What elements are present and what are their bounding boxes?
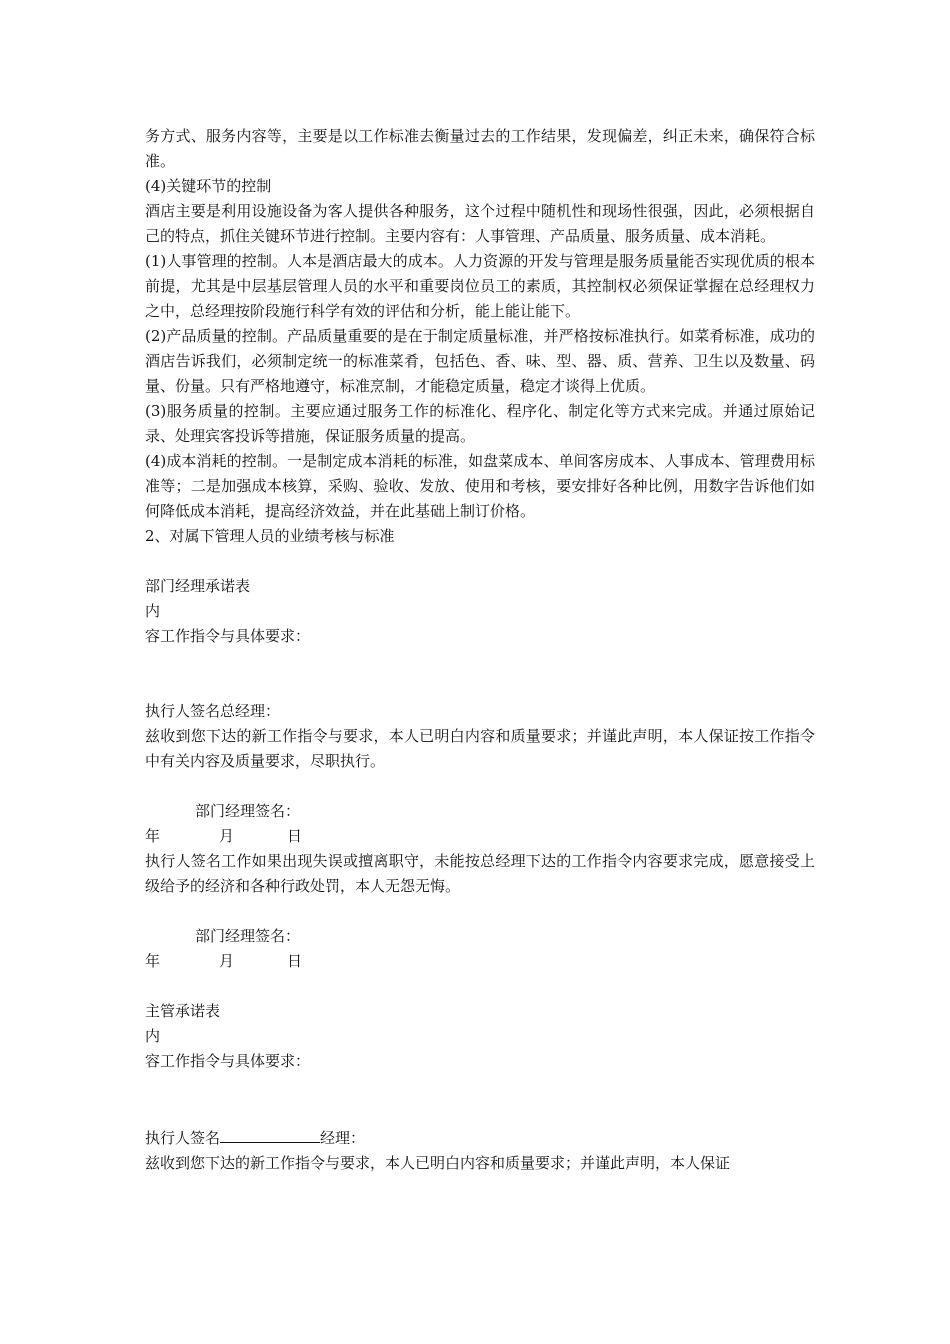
pledge-statement: 执行人签名工作如果出现失误或擅离职守，未能按总经理下达的工作指令内容要求完成，愿意接受上级给予的经济和各种行政处罚，本人无怨无悔。 [145,852,815,895]
executor-signature-suffix: 经理： [320,1129,366,1147]
manager-pledge-form [145,574,815,974]
executor-signature-line: 执行人签名总经理： [145,702,281,720]
date-year: 年 [145,952,161,970]
spacer [145,774,815,799]
paragraph-personnel-control: (1)人事管理的控制。人本是酒店最大的成本。人力资源的开发与管理是服务质量能否实现优质的根本前提，尤其是中层基层管理人员的水平和重要岗位员工的素质，其控制权必须保证掌握在总经理权力之中，总经理按阶段施行科学有效的评估和分析，能上能让能下。 [145,252,815,320]
heading-performance: 2、对属下管理人员的业绩考核与标准 [145,527,395,545]
date-month: 月 [219,952,235,970]
document-page [145,124,815,1176]
form-content-label-1: 内 [145,1027,161,1045]
spacer [145,974,815,999]
paragraph-standards: 务方式、服务内容等，主要是以工作标准去衡量过去的工作结果，发现偏差，纠正未来，确保符合标准。 [145,127,815,170]
paragraph-product-quality: (2)产品质量的控制。产品质量重要的是在于制定质量标准，并严格按标准执行。如菜肴标准，成功的酒店告诉我们，必须制定统一的标准菜肴，包括色、香、味、型、器、质、营养、卫生以及数量、码量、份量。只有严格地遵守，标准烹制，才能稳定质量，稳定才谈得上优质。 [145,327,815,395]
date-line-1 [145,824,815,849]
manager-signature-2: 部门经理签名： [195,927,301,945]
paragraph-service-quality: (3)服务质量的控制。主要应通过服务工作的标准化、程序化、制定化等方式来完成。并通过原始记录、处理宾客投诉等措施，保证服务质量的提高。 [145,402,815,445]
paragraph-key-control: 酒店主要是利用设施设备为客人提供各种服务，这个过程中随机性和现场性很强，因此，必须根据自己的特点，抓住关键环节进行控制。主要内容有：人事管理、产品质量、服务质量、成本消耗。 [145,202,815,245]
paragraph-cost-control: (4)成本消耗的控制。一是制定成本消耗的标准，如盘菜成本、单间客房成本、人事成本、管理费用标准等；二是加强成本核算，采购、验收、发放、使用和考核，要安排好各种比例，用数字告诉他们如何降低成本消耗，提高经济效益，并在此基础上制订价格。 [145,452,815,520]
receipt-statement: 兹收到您下达的新工作指令与要求，本人已明白内容和质量要求；并谨此声明，本人保证 [145,1154,731,1172]
form-title: 主管承诺表 [145,1002,221,1020]
supervisor-pledge-form [145,999,815,1176]
form-content-label-2: 容工作指令与具体要求： [145,627,311,645]
spacer [145,549,815,574]
spacer [145,1074,815,1124]
spacer [145,899,815,924]
executor-signature-line [145,1124,815,1151]
receipt-statement: 兹收到您下达的新工作指令与要求，本人已明白内容和质量要求；并谨此声明，本人保证按工作指令中有关内容及质量要求，尽职执行。 [145,727,815,770]
form-content-label-2: 容工作指令与具体要求： [145,1052,311,1070]
date-line-2 [145,949,815,974]
date-month: 月 [219,827,235,845]
manager-signature-1: 部门经理签名： [195,802,301,820]
executor-signature-prefix: 执行人签名 [145,1129,221,1147]
form-content-label-1: 内 [145,602,161,620]
signature-blank [220,1124,320,1143]
form-title: 部门经理承诺表 [145,577,251,595]
date-day: 日 [287,827,303,845]
spacer [145,649,815,699]
heading-key-links: (4)关键环节的控制 [145,177,272,195]
date-year: 年 [145,827,161,845]
date-day: 日 [287,952,303,970]
